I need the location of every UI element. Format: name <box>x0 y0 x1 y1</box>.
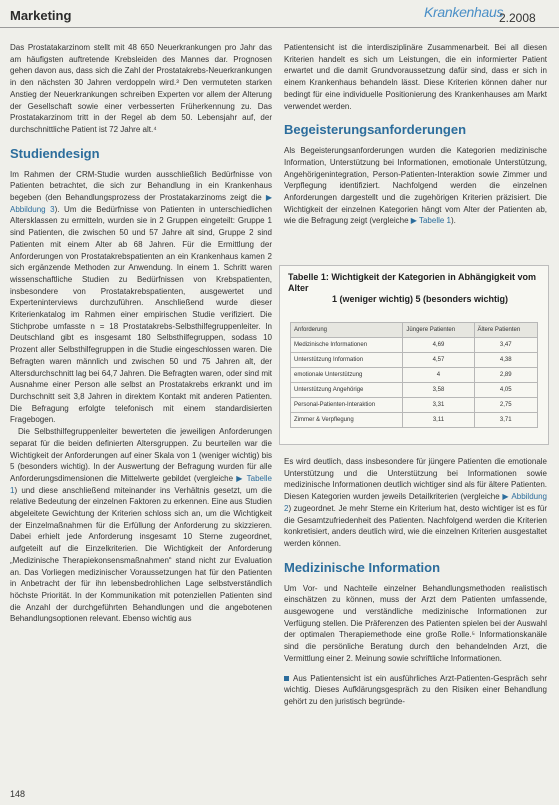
page-header <box>0 0 559 34</box>
table-reference[interactable]: ▶ Tabelle 1 <box>410 216 452 226</box>
figure-reference[interactable]: ▶ Abbildung 2 <box>284 492 547 513</box>
bullet-square-icon <box>284 676 289 681</box>
intro-paragraph: Das Prostatakarzinom stellt mit 48 650 Neuerkrankungen pro Jahr das am häufigsten auftretende Krebsleiden des Mannes dar. Prognosen gehen davon aus, dass sich die Zahl der Prostatakrebs-Neuerkrankungen in den nächsten 30 Jahren verdoppeln wird.³ Den vermuteten starken Anstieg der Neuerkrankungen schreiben Experten vor allem der Alterung der Gesellschaft sowie einer verbesserten Früherkennung zu. Das Prostatakarzinom tritt in der Regel ab dem 50. Lebensjahr auf, der durchschnittliche Patient ist 72 Jahre alt.⁴ <box>10 43 272 134</box>
bullet-item: Aus Patientensicht ist ein ausführliches Arzt-Patienten-Gespräch sehr wichtig. Dieses Aufklärungsgespräch zu den Risiken einer Behandlung gehört zu den juristisch begründe- <box>284 673 547 706</box>
table-header-row: Anforderung Jüngere Patienten Ältere Patienten <box>291 323 538 338</box>
table-row: Unterstützung Angehörige 3,58 4,05 <box>291 383 538 398</box>
table-row: Zimmer & Verpflegung 3,11 3,71 <box>291 413 538 428</box>
header-divider <box>0 27 559 28</box>
table-1-box <box>279 265 549 445</box>
table-row: emotionale Unterstützung 4 2,89 <box>291 368 538 383</box>
table-row: Unterstützung Information 4,57 4,38 <box>291 353 538 368</box>
study-paragraph-1: Im Rahmen der CRM-Studie wurden ausschließlich Bedürfnisse von Patienten betrachtet, die sich zur Behandlung in ein Krankenhaus begeben (den Behandlungsprozess der Prostatakarzinoms zeigt die ▶ Abbildung 3). Um die Bedürfnisse von Patienten in unterschiedlichen Altersklassen zu ermitteln, wurden sie in 2 Gruppen eingeteilt: Gruppe 1 sind Patienten, die zwischen 50 und 57 Jahre alt sind, Gruppe 2 sind Patienten mit einem Alter ab 68 Jahren. Für die Ermittlung der Anforderungen von Prostatakrebspatienten an ein Krankenhaus kamen 2 sich ergänzende Methoden zur Anwendung. In einem 1. Schritt waren wissenschaftliche Studien zu Bedürfnissen von Krebspatienten, insbesondere von Prostatakrebspatienten, ausgewertet und Experteninterviews durchzuführen. Anschließend wurde dieser Kriterienkatalog im Rahmen einer empirischen Studie verifiziert. Die Stichprobe umfasste n = 18 Prostatakrebs-Selbsthilfegruppenleiter. In Deutschland gibt es insgesamt 180 Selbsthilfegruppen, sodass 10 Prozent aller Selbsthilfegruppen in die Studie eingeschlossen waren. Die Befragten waren männlich und zwischen 50 und 75 Jahren alt, der Altersdurchschnitt lag bei 64,7 Jahren. Die Befragten waren, oder sind mit Ausnahme einer Person alle selbst an Prostatakrebs erkrankt und im Durchschnitt seit 3,8 Jahren in direktem Kontakt mit anderen Patienten. Die Befragung erfolgte telefonisch mit einem standardisierten Fragebogen. <box>10 169 273 425</box>
importance-table <box>290 322 538 428</box>
heading-medizinische-information: Medizinische Information <box>284 559 441 575</box>
left-column <box>10 42 272 625</box>
medical-info-paragraph: Um Vor- und Nachteile einzelner Behandlungsmethoden realistisch einschätzen zu können, muss der Arzt dem Patienten umfassende, ausgewogene und verständliche medizinische Informationen zur Verfügung stellen. Die Präferenzen des Patienten spielen bei der Auswahl der optimalen Therapiemethode eine große Rolle.⁵ Informationskanäle sind die persönliche Beratung durch den behandelnden Arzt, die Vermittlung einer 2. Meinung sowie schriftliche Informationen. <box>284 583 547 663</box>
magazine-logo: Krankenhaus <box>424 4 504 20</box>
table-row: Personal-Patienten-Interaktion 3,31 2,75 <box>291 398 538 413</box>
figure-reference[interactable]: ▶ Abbildung 3 <box>10 193 272 214</box>
right-column-top <box>284 42 547 227</box>
page-number: 148 <box>10 789 26 799</box>
detail-paragraph: Es wird deutlich, dass insbesondere für jüngere Patienten die emotionale Unterstützung und die Unterstützung bei Informationen sowie medizinische Informationen deutlich wichtiger sind als für ältere Patienten. Diesen Kategorien wurden jeweils Detailkriterien (vergleiche ▶ Abbildung 2) zugeordnet. Je mehr Sterne ein Kriterium hat, desto wichtiger ist es für die Gesamtzufriedenheit des Patienten. Nachfolgend werden die Kriterien konkretisiert, anders deutlich wird, wie die einzelnen Kriterien ausgestaltet werden können. <box>284 457 547 548</box>
right-intro-paragraph: Patientensicht ist die interdisziplinäre Zusammenarbeit. Bei all diesen Kriterien handelt es sich um Leistungen, die ein informierter Patient erwartet und die damit Grundvoraussetzung dafür sind, dass er sich in einem Krankenhaus behandeln lässt. Diese Kriterien können daher nur bedingt für eine individuelle Positionierung des Krankenhauses am Markt verwendet werden. <box>284 43 547 111</box>
table-reference[interactable]: ▶ Tabelle 1 <box>10 473 272 495</box>
right-column-bottom <box>284 456 547 708</box>
heading-begeisterung: Begeisterungsanforderungen <box>284 122 467 138</box>
begeisterung-paragraph: Als Begeisterungsanforderungen wurden die Kategorien medizinische Information, Unterstützung bei Informationen, emotionale Unterstützung, Angehörigenintegration, Person-Patienten-Interaktion sowie Zimmer und Verpflegung identifiziert. Nachfolgend werden die einzelnen Anforderungen dargestellt und die zugehörigen Kriterien präzisiert. Die Wichtigkeit der einzelnen Kategorien hängt vom Alter der Patienten ab, wie die Befragung zeigt (vergleiche ▶ Tabelle 1). <box>284 146 547 226</box>
study-paragraph-2: Die Selbsthilfegruppenleiter bewerteten die jeweiligen Anforderungen separat für die beiden definierten Altersgruppen. Zu beurteilen war die Wichtigkeit der Anforderungen auf einer Skala von 1 (weniger wichtig) bis 5 (besonders wichtig). In der Auswertung der Befragung wurden für alle Anforderungsdimensionen die Mittelwerte gebildet (vergleiche ▶ Tabelle 1) und diese anschließend miteinander ins Verhältnis gesetzt, um die relative Bedeutung der einzelnen Faktoren zu erkennen. Eine aus Studien abgeleitete Gewichtung der Kriterien schloss sich an, um die Wichtigkeit der Einzelmaßnahmen für die Erfüllung der Anforderung zu skizzieren. Dabei erhielt jede Anforderung insgesamt 10 Sterne zugeordnet, aufgeteilt auf die Einzelkriterien. Die Wichtigkeit der Anforderung „Medizinische Therapiekonsensmaßnahmen“ stand nicht zur Evaluation an. Das Vorliegen medizinischer Voraussetzungen hat für den Patienten in Anbetracht der für ihn lebensbedrohlichen Lage selbstverständlich höchste Priorität. In der Kommunikation mit potenziellen Patienten sind die Anzahl der durchgeführten Behandlungen und die angebotenen Behandlungsoptionen relevant. Ebenso wichtig aus <box>10 427 272 624</box>
table-row: Medizinische Informationen 4,69 3,47 <box>291 338 538 353</box>
heading-studiendesign: Studiendesign <box>10 145 100 161</box>
issue-number: 2.2008 <box>499 11 536 25</box>
section-title: Marketing <box>10 8 72 23</box>
table-title: Tabelle 1: Wichtigkeit der Kategorien in Abhängigkeit vom Alter 1 (weniger wichtig) 5 (besonders wichtig) <box>288 272 536 304</box>
